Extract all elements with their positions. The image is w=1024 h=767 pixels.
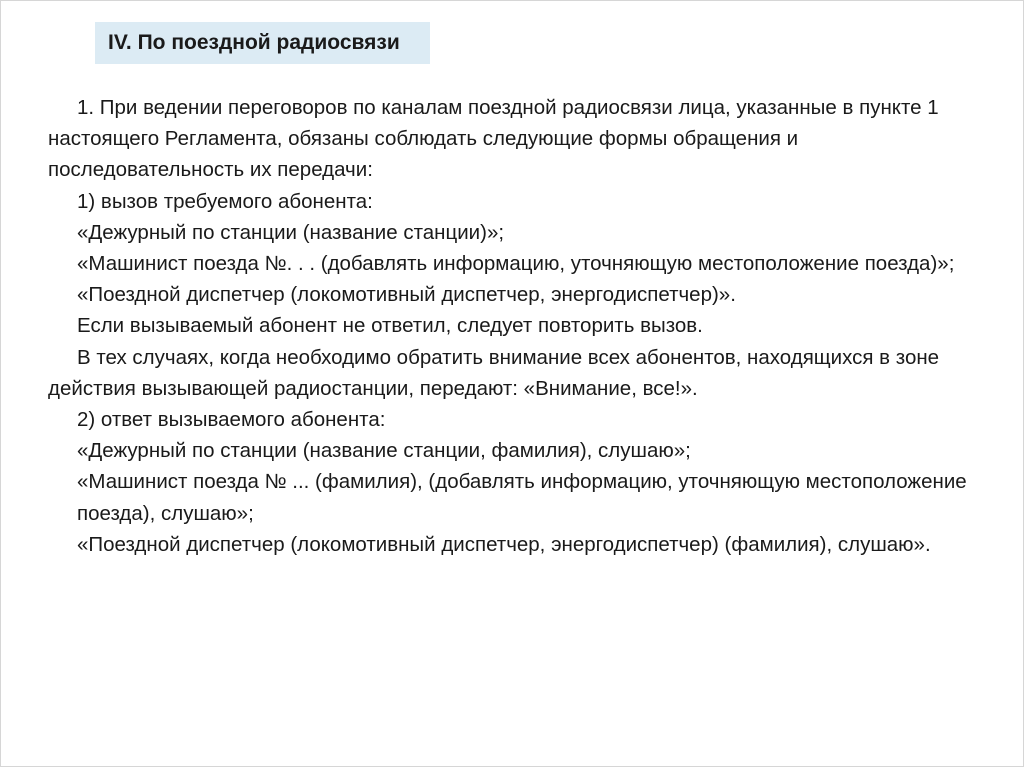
section-heading: IV. По поездной радиосвязи: [108, 31, 400, 54]
document-body: [48, 92, 988, 560]
item-answer-dispatcher: «Поездной диспетчер (локомотивный диспетчер, энергодиспетчер) (фамилия), слушаю».: [77, 532, 931, 556]
item-call-dispatcher: «Поездной диспетчер (локомотивный диспетчер, энергодиспетчер)».: [77, 283, 736, 307]
item-call-station-duty: «Дежурный по станции (название станции)»;: [77, 220, 505, 244]
paragraph-attention-all: В тех случаях, когда необходимо обратить внимание всех абонентов, находящихся в зоне действия вызывающей радиостанции, передают: «Внимание, все!».: [48, 345, 940, 400]
paragraph-intro: 1. При ведении переговоров по каналам поездной радиосвязи лица, указанные в пункте 1 настоящего Регламента, обязаны соблюдать следующие формы обращения и последовательность их передачи:: [48, 96, 939, 182]
item-answer-train-driver: «Машинист поезда № ... (фамилия), (добавлять информацию, уточняющую местоположение поезда), слушаю»;: [77, 470, 967, 525]
item-repeat-call: Если вызываемый абонент не ответил, следует повторить вызов.: [77, 314, 703, 338]
section-heading-box: [95, 22, 430, 64]
item-call-train-driver: «Машинист поезда №. . . (добавлять информацию, уточняющую местоположение поезда)»;: [77, 252, 955, 276]
item-answer-subscriber: 2) ответ вызываемого абонента:: [77, 408, 386, 432]
item-call-subscriber: 1) вызов требуемого абонента:: [77, 189, 373, 213]
item-answer-station-duty: «Дежурный по станции (название станции, фамилия), слушаю»;: [77, 439, 691, 463]
